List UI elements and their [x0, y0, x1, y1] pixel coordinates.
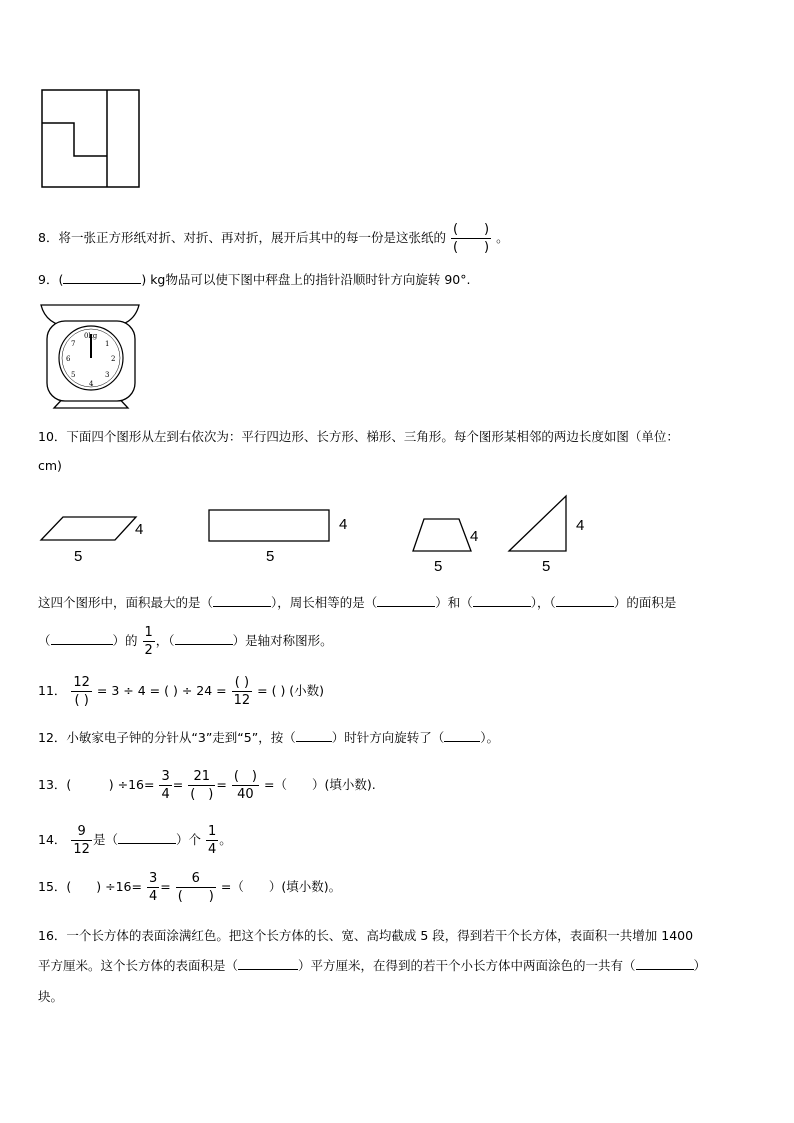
q11-end: = ( ) (小数): [257, 683, 325, 698]
q9-post: ) kg物品可以使下图中秤盘上的指针沿顺时针方向旋转 90°.: [141, 272, 471, 287]
q13-fraction-3: [232, 768, 259, 803]
question-15: 15．( ) ÷16= $\frac{3}{4}$ = $\frac{6}{( )}$ =（ ）(填小数)。: [38, 871, 342, 904]
q13-f1-den: 4: [161, 787, 170, 802]
q10-answer-line1: [38, 594, 676, 612]
q10-text-g: ）的: [112, 633, 138, 648]
rectangle-figure: [207, 508, 332, 544]
q16-blank-two-face-count[interactable]: [636, 957, 694, 970]
q9-blank[interactable]: [63, 271, 141, 284]
q12-text-a: 12．小敏家电子钟的分针从“3”走到“5”，按（: [38, 730, 296, 745]
q13-f2-num: 21: [188, 768, 215, 786]
question-13: 13．( ) ÷16= $\frac{3}{4}$ = $\frac{21}{( )}$ = $\frac{( )}{40}$ =（ ）(填小数).: [38, 769, 376, 802]
q11-fraction-2: [232, 674, 253, 709]
scale-label-4: 4: [89, 380, 94, 388]
q10-text-h: ，（: [155, 633, 175, 648]
q14-f2-den: 4: [207, 842, 217, 857]
question-9: [38, 271, 470, 289]
q10-blank-equal-perimeter-1[interactable]: [377, 594, 435, 607]
q10-blank-largest-area[interactable]: [213, 594, 271, 607]
q10-text-e: ）的面积是: [613, 595, 677, 610]
q13-f3-num: ( ): [233, 769, 257, 784]
q10-text-i: ）是轴对称图形。: [232, 633, 333, 648]
parallelogram-side-label: 4: [135, 521, 144, 538]
triangle-side-label: 4: [576, 517, 585, 534]
q12-text-b: ）时针方向旋转了（: [331, 730, 445, 745]
scale-label-7: 7: [71, 340, 76, 348]
scale-label-1: 1: [105, 340, 110, 348]
q14-blank[interactable]: [118, 831, 176, 844]
q15-fraction-1: [147, 870, 159, 905]
q16-line1: 16．一个长方体的表面涂满红色。把这个长方体的长、宽、高均截成 5 段，得到若干个长方体，表面积一共增加 1400: [38, 928, 694, 943]
q11-f1-den: ( ): [74, 693, 89, 708]
q8-num: ( ): [452, 222, 490, 237]
q14-f1-den: 12: [73, 842, 90, 857]
q16-text-b: ）平方厘米，在得到的若干个小长方体中两面涂色的一共有（: [298, 958, 636, 973]
q14-end: 。: [219, 832, 232, 847]
q14-f2-num: 1: [207, 824, 217, 839]
q15-f2-num: 6: [176, 870, 216, 888]
q16-blank-surface-area[interactable]: [238, 957, 298, 970]
q13-f1-num: 3: [161, 769, 170, 784]
q10-text-c: ）和（: [435, 595, 473, 610]
q10-blank-equal-perimeter-2[interactable]: [473, 594, 531, 607]
q10-text-b: ），周长相等的是（: [271, 595, 378, 610]
scale-label-3: 3: [105, 371, 110, 379]
q14-mid-a: 是（: [92, 832, 118, 847]
trapezoid-base-label: 5: [434, 558, 443, 575]
q14-f1-num: 9: [71, 823, 92, 841]
q15-f1-den: 4: [148, 889, 158, 904]
parallelogram-base-label: 5: [74, 548, 83, 565]
q14-fraction-2: [206, 823, 218, 858]
q10-line2: cm): [38, 458, 62, 473]
q10-blank-area-half-a[interactable]: [556, 594, 614, 607]
q11-mid: = 3 ÷ 4 = ( ) ÷ 24 =: [96, 683, 227, 698]
q15-f2-den: ( ): [177, 889, 214, 904]
q13-end: =（ ）(填小数).: [263, 777, 376, 792]
q15-fraction-2: [176, 870, 216, 905]
q11-f2-num: ( ): [232, 674, 253, 692]
q14-fraction-1: [71, 823, 92, 858]
question-8: [38, 221, 509, 256]
q10-blank-area-half-b[interactable]: [51, 632, 113, 645]
trapezoid-figure: [411, 516, 475, 554]
q10-half-num: 1: [144, 625, 153, 640]
q16-text-c: ）: [693, 958, 707, 973]
scale-label-0kg: 0kg: [84, 332, 98, 340]
q8-text: 8．将一张正方形纸对折、对折、再对折，展开后其中的每一份是这张纸的: [38, 230, 446, 245]
scale-figure: [38, 303, 144, 411]
q16-line3: 块。: [38, 989, 64, 1004]
q10-text-a: 这四个图形中，面积最大的是（: [38, 595, 214, 610]
question-11: [38, 674, 324, 709]
q15-pre: 15．( ) ÷16=: [38, 879, 142, 894]
question-12: [38, 729, 499, 747]
scale-label-6: 6: [66, 355, 71, 363]
q8-den: ( ): [452, 240, 490, 255]
q13-pre: 13．( ) ÷16=: [38, 777, 155, 792]
q12-blank-angle[interactable]: [444, 729, 480, 742]
triangle-base-label: 5: [542, 558, 551, 575]
trapezoid-side-label: 4: [470, 528, 479, 545]
q16-line2: [38, 957, 706, 975]
scale-label-2: 2: [111, 355, 116, 363]
q10-blank-symmetric[interactable]: [175, 632, 233, 645]
rectangle-base-label: 5: [266, 548, 275, 565]
q13-f3-den: 40: [237, 787, 254, 802]
q10-line1: 10．下面四个图形从左到右依次为：平行四边形、长方形、梯形、三角形。每个图形某相邻的两边长度如图（单位：: [38, 429, 679, 444]
parallelogram-figure: [38, 514, 140, 544]
q9-pre: 9．(: [38, 272, 64, 287]
q11-pre: 11．: [38, 683, 67, 698]
q10-text-f: （: [38, 633, 51, 648]
q13-f2-den: ( ): [190, 787, 214, 802]
q12-text-c: ）。: [480, 730, 499, 745]
q10-answer-line2: [38, 624, 333, 659]
q8-fraction: [451, 221, 491, 256]
q10-half-fraction: [143, 624, 155, 659]
question-14: [38, 823, 232, 858]
rectangle-side-label: 4: [339, 516, 348, 533]
q11-f2-den: 12: [233, 693, 251, 708]
q13-fraction-1: [159, 768, 171, 803]
q8-end: 。: [496, 230, 509, 245]
square-puzzle-figure: [40, 88, 142, 190]
q14-pre: 14．: [38, 832, 67, 847]
q15-end: =（ ）(填小数)。: [220, 879, 342, 894]
q14-mid-b: ）个: [175, 832, 201, 847]
q11-f1-num: 12: [73, 675, 90, 690]
q10-half-den: 2: [144, 643, 153, 658]
q13-fraction-2: [188, 768, 215, 803]
q10-text-d: ），（: [530, 595, 556, 610]
q16-text-a: 平方厘米。这个长方体的表面积是（: [38, 958, 239, 973]
q15-f1-num: 3: [148, 871, 158, 886]
q11-fraction-1: [71, 674, 92, 709]
scale-label-5: 5: [71, 371, 76, 379]
triangle-figure: [507, 494, 569, 554]
q12-blank-direction[interactable]: [296, 729, 332, 742]
